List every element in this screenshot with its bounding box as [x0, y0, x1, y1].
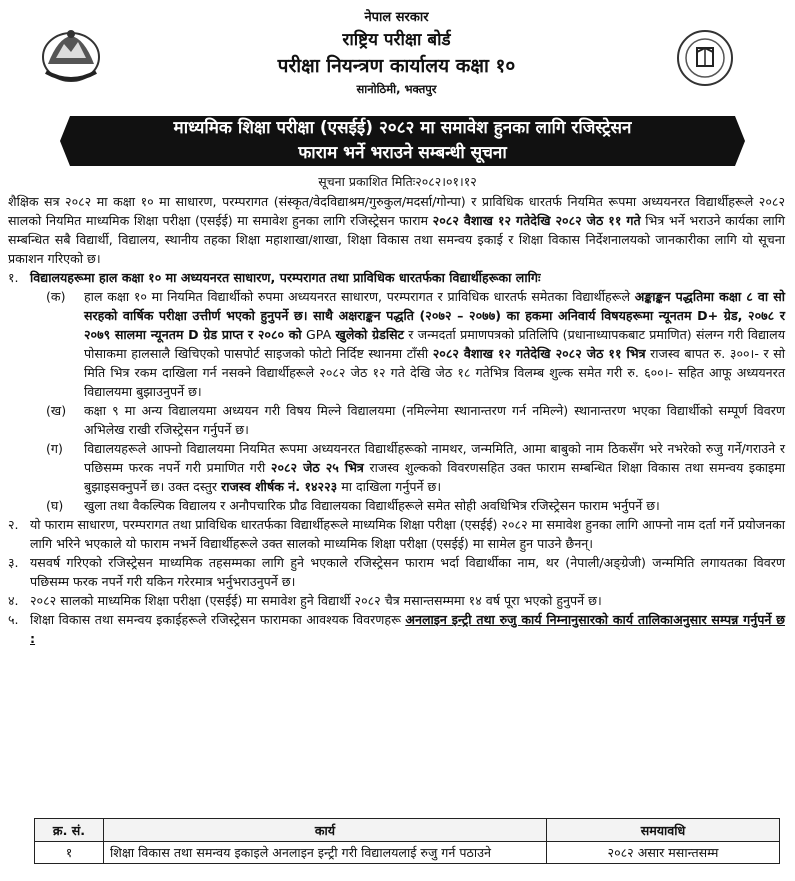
section-1-heading	[8, 268, 785, 287]
section-1-number: १.	[8, 270, 19, 285]
item-ka	[8, 287, 785, 401]
item-kha	[8, 401, 785, 439]
row-period: २०८२ असार मसान्तसम्म	[547, 842, 780, 864]
govt-name: नेपाल सरकार	[364, 10, 429, 25]
item-ka-label: (क)	[46, 289, 66, 304]
row-task: शिक्षा विकास तथा समन्वय इकाइले अनलाइन इन्ट्री गरी विद्यालयलाई रुजु गर्न पठाउने	[104, 842, 547, 864]
row-sn: १	[35, 842, 104, 864]
point-3-text: यसवर्ष गरिएको रजिस्ट्रेसन माध्यमिक तहसम्मका लागि हुने भएकाले रजिस्ट्रेसन फाराम भर्दा विद्यार्थीका नाम, थर (नेपाली/अङ्ग्रेजी) जन्ममिति लगायतका विवरण पछिसम्म फरक नपर्ने गरी यकिन गरेरमात्र भर्नुभराउनुपर्ने छ।	[30, 555, 785, 589]
office-name: परीक्षा नियन्त्रण कार्यालय कक्षा १०	[277, 55, 516, 77]
item-kha-label: (ख)	[46, 403, 67, 418]
intro-date-range: २०८२ वैशाख १२ गतेदेखि २०८२ जेठ ११ गते	[432, 213, 641, 228]
item-kha-text: कक्षा ९ मा अन्य विद्यालयमा अध्ययन गरी विषय मिल्ने विद्यालयमा (नमिल्नेमा स्थानान्तरण गर्न नमिल्ने) स्थानान्तरण भएका विद्यार्थीको सम्पूर्ण विवरण अभिलेख राखी रजिस्ट्रेसन गर्नुपर्ने छ।	[84, 403, 785, 437]
point-2-text: यो फाराम साधारण, परम्परागत तथा प्राविधिक धारतर्फका विद्यार्थीहरूले माध्यमिक शिक्षा परीक्षा (एसईई) २०८२ मा समावेश हुनका लागि आफ्नो नाम दर्ता गर्ने प्रयोजनका लागि भरिने भएकाले यो फाराम नभर्ने विद्यार्थीहरूले उक्त सालको माध्यमिक शिक्षा परीक्षा (एसईई) मा सामेल हुन पाउने छैनन्।	[30, 517, 785, 551]
table-header-row	[35, 819, 780, 842]
schedule-table	[34, 818, 780, 864]
table-row	[35, 842, 780, 864]
point-3: ३. यसवर्ष गरिएको रजिस्ट्रेसन माध्यमिक तहसम्मका लागि हुने भएकाले रजिस्ट्रेसन फाराम भर्दा विद्यार्थीका नाम, थर (नेपाली/अङ्ग्रेजी) जन्ममिति लगायतका विवरण पछिसम्म फरक नपर्ने गरी यकिन गरेरमात्र भर्नुभराउनुपर्ने छ।	[8, 555, 785, 589]
section-1-title: विद्यालयहरूमा हाल कक्षा १० मा अध्ययनरत साधारण, परम्परागत तथा प्राविधिक धारतर्फका विद्यार्थीहरूका लागिः	[30, 270, 541, 285]
header-period: समयावधि	[547, 819, 780, 842]
item-ga	[8, 439, 785, 496]
item-gha-text: खुला तथा वैकल्पिक विद्यालय र अनौपचारिक प्रौढ विद्यालयका विद्यार्थीहरूले समेत सोही अवधिभित्र रजिस्ट्रेसन फाराम भर्नुपर्ने छ।	[84, 498, 660, 513]
intro-text: शैक्षिक सत्र २०८२ मा कक्षा १० मा साधारण, परम्परागत (संस्कृत/वेदविद्याश्रम/गुरुकुल/मदर्सा/गोन्पा) र प्राविधिक धारतर्फ नियमित रूपमा अध्ययनरत विद्यार्थीहरूले २०८२ सालको नियमित माध्यमिक शिक्षा परीक्षा (एसईई) मा समावेश हुनका लागि रजिस्ट्रेसन फाराम	[8, 194, 785, 228]
notice-body	[8, 192, 785, 648]
item-ga-text: विद्यालयहरूले आफ्नो विद्यालयमा नियमित रूपमा अध्ययनरत विद्यार्थीहरूको नामथर, जन्ममिति, आमा बाबुको नाम ठिकसँग भरे नभरेको रुजु गर्ने/गराउने र पछिसम्म फरक नपर्ने गरी प्रमाणित गरी २०८२ जेठ २५ भित्र राजस्व शुल्कको विवरणसहित उक्त फाराम सम्बन्धित शिक्षा विकास तथा समन्वय इकाइमा बुझाइसक्नुपर्ने छ। उक्त दस्तुर राजस्व शीर्षक नं. १४२२३ मा दाखिला गर्नुपर्ने छ।	[84, 441, 785, 494]
notice-title-banner	[70, 116, 735, 166]
publish-date: सूचना प्रकाशित मितिः२०८२।०१।१२	[318, 174, 477, 189]
item-ga-label: (ग)	[46, 441, 63, 456]
item-gha-label: (घ)	[46, 498, 64, 513]
office-address: सानोठिमी, भक्तपुर	[356, 82, 437, 96]
item-gha	[8, 496, 785, 515]
notice-title-line1: माध्यमिक शिक्षा परीक्षा (एसईई) २०८२ मा समावेश हुनका लागि रजिस्ट्रेसन	[173, 118, 632, 138]
notice-title-line2: फाराम भर्ने भराउने सम्बन्धी सूचना	[298, 143, 507, 163]
point-4: ४. २०८२ सालको माध्यमिक शिक्षा परीक्षा (एसईई) मा समावेश हुने विद्यार्थी २०८२ चैत्र मसान्तसम्ममा १४ वर्ष पूरा भएको हुनुपर्ने छ।	[8, 591, 785, 610]
point-4-text: २०८२ सालको माध्यमिक शिक्षा परीक्षा (एसईई) मा समावेश हुने विद्यार्थी २०८२ चैत्र मसान्तसम्ममा १४ वर्ष पूरा भएको हुनुपर्ने छ।	[30, 593, 602, 608]
intro-paragraph	[8, 192, 785, 268]
header-sn: क्र. सं.	[35, 819, 104, 842]
board-name: राष्ट्रिय परीक्षा बोर्ड	[342, 30, 451, 50]
nepal-emblem-icon	[38, 24, 104, 86]
letterhead	[8, 0, 785, 114]
point-2: २. यो फाराम साधारण, परम्परागत तथा प्राविधिक धारतर्फका विद्यार्थीहरूले माध्यमिक शिक्षा परीक्षा (एसईई) २०८२ मा समावेश हुनका लागि आफ्नो नाम दर्ता गर्ने प्रयोजनका लागि भरिने भएकाले यो फाराम नभर्ने विद्यार्थीहरूले उक्त सालको माध्यमिक शिक्षा परीक्षा (एसईई) मा सामेल हुन पाउने छैनन्।	[8, 517, 785, 551]
point-5-text: शिक्षा विकास तथा समन्वय इकाईहरूले रजिस्ट्रेसन फारामका आवश्यक विवरणहरू अनलाइन इन्ट्री तथा रुजु कार्य निम्नानुसारको कार्य तालिकाअनुसार सम्पन्न गर्नुपर्ने छ :	[30, 612, 785, 646]
item-ka-text: हाल कक्षा १० मा नियमित विद्यार्थीको रुपमा अध्ययनरत साधारण, परम्परागत र प्राविधिक धारतर्फ समेतका विद्यार्थीहरूले अङ्काङ्कन पद्धतिमा कक्षा ८ वा सो सरहको वार्षिक परीक्षा उत्तीर्ण भएको हुनुपर्ने छ। साथै अक्षराङ्कन पद्धति (२०७२ – २०७७) का हकमा अनिवार्य विषयहरूमा न्यूनतम D+ ग्रेड, २०७८ र २०७९ सालमा न्यूनतम D ग्रेड प्राप्त र २०८० को GPA खुलेको ग्रेडसिट र जन्मदर्ता प्रमाणपत्रको प्रतिलिपि (प्रधानाध्यापकबाट प्रमाणित) संलग्न गरी विद्यालय पोसाकमा हालसालै खिचिएको पासपोर्ट साइजको फोटो निर्दिष्ट स्थानमा टाँसी २०८२ वैशाख १२ गतेदेखि २०८२ जेठ ११ भित्र राजस्व बापत रु. ३००।- र सो मिति भित्र रकम दाखिला गर्न नसक्ने विद्यार्थीहरूले २०८२ जेठ १२ गते देखि जेठ १८ गतेभित्र विलम्ब शुल्क समेत गरी रु. ६००।- सहित आफू अध्ययनरत विद्यालयमा बुझाउनुपर्ने छ।	[84, 289, 786, 399]
point-5: ५. शिक्षा विकास तथा समन्वय इकाईहरूले रजिस्ट्रेसन फारामका आवश्यक विवरणहरू अनलाइन इन्ट्री तथा रुजु कार्य निम्नानुसारको कार्य तालिकाअनुसार सम्पन्न गर्नुपर्ने छ :	[8, 612, 785, 646]
header-task: कार्य	[104, 819, 547, 842]
board-logo-icon	[675, 28, 735, 88]
intro-text-2: भित्र भर्ने भराउने कार्यका लागि सम्बन्धित सबै विद्यार्थी, विद्यालय, स्थानीय तहका शिक्षा महाशाखा/शाखा, शिक्षा विकास तथा समन्वय इकाई र शिक्षा विकास निर्देशनालयको जानकारीका लागि यो सूचना प्रकाशन गरिएको छ।	[8, 213, 786, 266]
